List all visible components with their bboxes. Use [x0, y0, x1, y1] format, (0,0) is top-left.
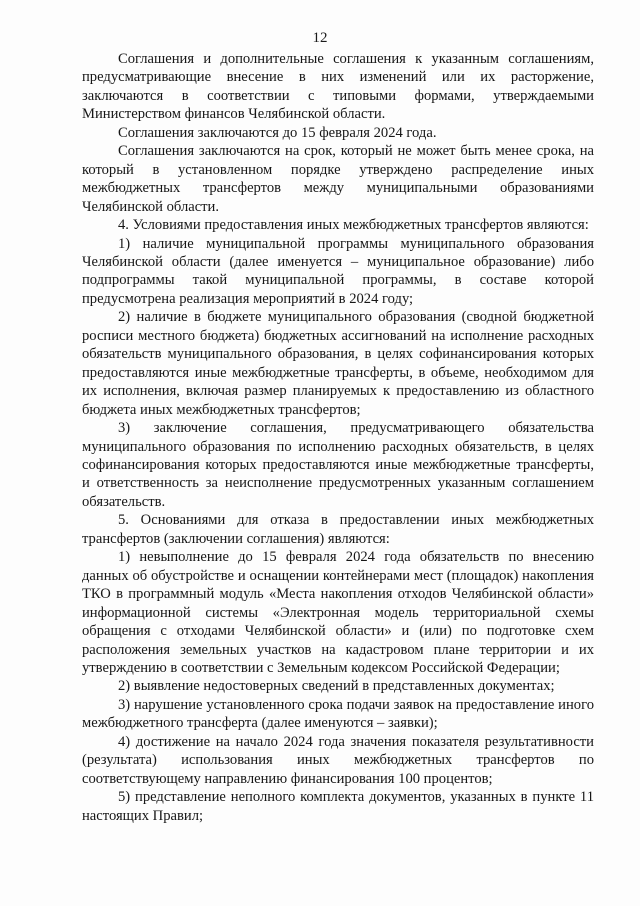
paragraph-condition-1: 1) наличие муниципальной программы муниципального образования Челябинской области (далее именуется – муниципальное образование) либо подпрограммы такой муниципальной программы, в составе которой предусмотрена реализация мероприятий в 2024 году; [82, 235, 594, 307]
paragraph-condition-3: 3) заключение соглашения, предусматривающего обязательства муниципального образования по исполнению расходных обязательств, в целях софинансирования которых предоставляются иные межбюджетные трансферты, и ответственность за неисполнение предусмотренных указанным соглашением обязательств. [82, 420, 594, 510]
paragraph-agreements-term: Соглашения заключаются на срок, который не может быть менее срока, на который в установленном порядке утверждено распределение иных межбюджетных трансфертов между муниципальными образованиями Челябинской области. [82, 143, 594, 215]
document-body [82, 50, 594, 825]
paragraph-section-4-heading: 4. Условиями предоставления иных межбюджетных трансфертов являются: [118, 217, 589, 234]
paragraph-refusal-2: 2) выявление недостоверных сведений в представленных документах; [118, 678, 555, 695]
paragraph-refusal-4: 4) достижение на начало 2024 года значения показателя результативности (результата) использования иных межбюджетных трансфертов по соответствующему направлению финансирования 100 процентов; [82, 733, 594, 787]
paragraph-section-5-heading: 5. Основаниями для отказа в предоставлении иных межбюджетных трансфертов (заключении соглашения) являются: [82, 512, 594, 547]
paragraph-agreements-deadline: Соглашения заключаются до 15 февраля 2024 года. [118, 124, 437, 141]
paragraph-refusal-3: 3) нарушение установленного срока подачи заявок на предоставление иного межбюджетного трансферта (далее именуются – заявки); [82, 696, 594, 732]
paragraph-condition-2: 2) наличие в бюджете муниципального образования (сводной бюджетной росписи местного бюджета) бюджетных ассигнований на исполнение расходных обязательств муниципального образования, в целях софинансирования которых предоставляются иные межбюджетные трансферты, в объеме, необходимом для их исполнения, включая размер планируемых к предоставлению из областного бюджета иных межбюджетных трансфертов; [82, 309, 594, 418]
paragraph-agreements-forms: Соглашения и дополнительные соглашения к указанным соглашениям, предусматривающие внесение в них изменений или их расторжение, заключаются в соответствии с типовыми формами, утверждаемыми Министерством финансов Челябинской области. [82, 51, 594, 123]
paragraph-refusal-1: 1) невыполнение до 15 февраля 2024 года обязательств по внесению данных об обустройстве и оснащении контейнерами мест (площадок) накопления ТКО в программный модуль «Места накопления отходов Челябинской области» информационной системы «Электронная модель территориальной схемы обращения с отходами Челябинской области» и (или) по подготовке схем расположения земельных участков на кадастровом плане территории и их утверждению в соответствии с Земельным кодексом Российской Федерации; [82, 549, 594, 676]
paragraph-refusal-5: 5) представление неполного комплекта документов, указанных в пункте 11 настоящих Правил; [82, 789, 594, 824]
page-number: 12 [312, 30, 328, 46]
